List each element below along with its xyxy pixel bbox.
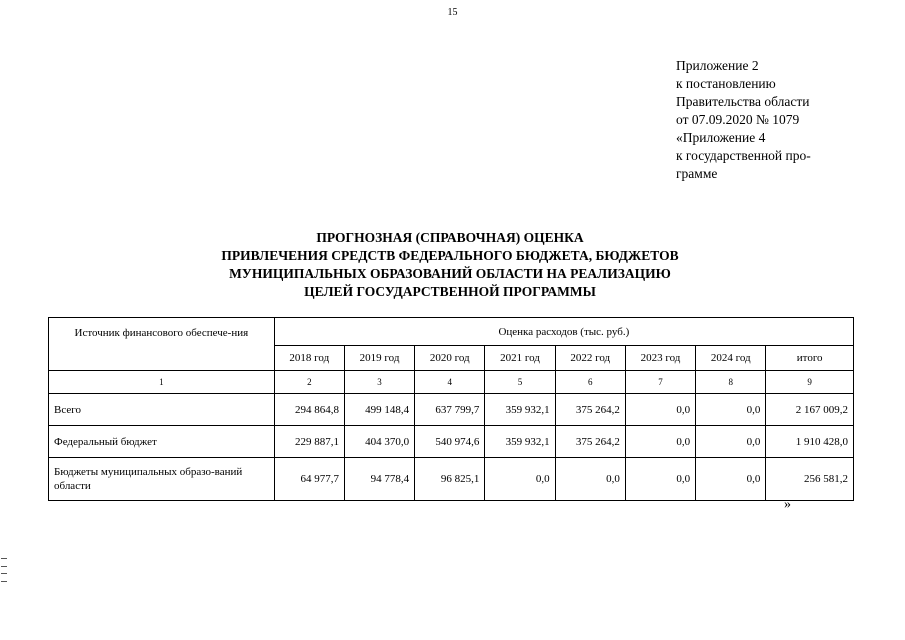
column-header: 2020 год <box>415 346 485 371</box>
page-number: 15 <box>447 7 458 18</box>
column-header: 2018 год <box>274 346 344 371</box>
value-cell: 499 148,4 <box>344 394 414 426</box>
table-row <box>49 458 854 501</box>
column-number: 4 <box>415 371 485 394</box>
title-line: ПРИВЛЕЧЕНИЯ СРЕДСТВ ФЕДЕРАЛЬНОГО БЮДЖЕТА, БЮДЖЕТОВ <box>221 248 679 263</box>
value-cell: 0,0 <box>555 458 625 501</box>
value-cell: 94 778,4 <box>344 458 414 501</box>
column-number: 1 <box>49 371 275 394</box>
source-cell: Бюджеты муниципальных образо-ваний области <box>49 458 275 501</box>
column-header: 2024 год <box>696 346 766 371</box>
column-number: 6 <box>555 371 625 394</box>
column-header: 2021 год <box>485 346 555 371</box>
value-cell: 540 974,6 <box>415 426 485 458</box>
column-number: 7 <box>625 371 695 394</box>
margin-mark <box>1 566 7 567</box>
value-cell: 375 264,2 <box>555 394 625 426</box>
column-header: 2022 год <box>555 346 625 371</box>
title-line: ПРОГНОЗНАЯ (СПРАВОЧНАЯ) ОЦЕНКА <box>316 230 584 245</box>
column-number: 8 <box>696 371 766 394</box>
value-cell: 64 977,7 <box>274 458 344 501</box>
column-number-row <box>49 371 854 394</box>
appendix-line: к государственной про- <box>676 148 811 163</box>
value-cell: 359 932,1 <box>485 426 555 458</box>
value-cell: 0,0 <box>696 458 766 501</box>
title-line: ЦЕЛЕЙ ГОСУДАРСТВЕННОЙ ПРОГРАММЫ <box>304 284 596 299</box>
margin-mark <box>1 558 7 559</box>
total-cell: 1 910 428,0 <box>766 426 854 458</box>
column-number: 2 <box>274 371 344 394</box>
table-row <box>49 394 854 426</box>
column-header: итого <box>766 346 854 371</box>
value-cell: 0,0 <box>696 426 766 458</box>
table-header-row <box>49 318 854 346</box>
value-cell: 0,0 <box>485 458 555 501</box>
value-cell: 0,0 <box>625 426 695 458</box>
value-cell: 375 264,2 <box>555 426 625 458</box>
appendix-line: «Приложение 4 <box>676 130 766 145</box>
column-number: 3 <box>344 371 414 394</box>
appendix-line: Правительства области <box>676 94 810 109</box>
appendix-line: Приложение 2 <box>676 58 759 73</box>
source-header: Источник финансового обеспече-ния <box>49 318 275 371</box>
appendix-line: от 07.09.2020 № 1079 <box>676 112 800 127</box>
column-header: 2023 год <box>625 346 695 371</box>
margin-mark <box>1 581 7 582</box>
column-header: 2019 год <box>344 346 414 371</box>
value-cell: 359 932,1 <box>485 394 555 426</box>
appendix-block <box>676 57 876 183</box>
margin-mark <box>1 573 7 574</box>
table-row <box>49 426 854 458</box>
source-cell: Федеральный бюджет <box>49 426 275 458</box>
closing-quote: » <box>784 497 791 512</box>
source-cell: Всего <box>49 394 275 426</box>
document-title <box>150 229 750 301</box>
value-cell: 0,0 <box>625 458 695 501</box>
value-cell: 229 887,1 <box>274 426 344 458</box>
value-cell: 294 864,8 <box>274 394 344 426</box>
appendix-line: грамме <box>676 166 718 181</box>
column-number: 5 <box>485 371 555 394</box>
funding-table <box>48 317 854 501</box>
value-cell: 0,0 <box>625 394 695 426</box>
appendix-line: к постановлению <box>676 76 776 91</box>
value-cell: 96 825,1 <box>415 458 485 501</box>
column-number: 9 <box>766 371 854 394</box>
title-line: МУНИЦИПАЛЬНЫХ ОБРАЗОВАНИЙ ОБЛАСТИ НА РЕАЛИЗАЦИЮ <box>229 266 671 281</box>
total-cell: 256 581,2 <box>766 458 854 501</box>
total-cell: 2 167 009,2 <box>766 394 854 426</box>
value-cell: 404 370,0 <box>344 426 414 458</box>
expenses-header: Оценка расходов (тыс. руб.) <box>274 318 853 346</box>
value-cell: 637 799,7 <box>415 394 485 426</box>
value-cell: 0,0 <box>696 394 766 426</box>
